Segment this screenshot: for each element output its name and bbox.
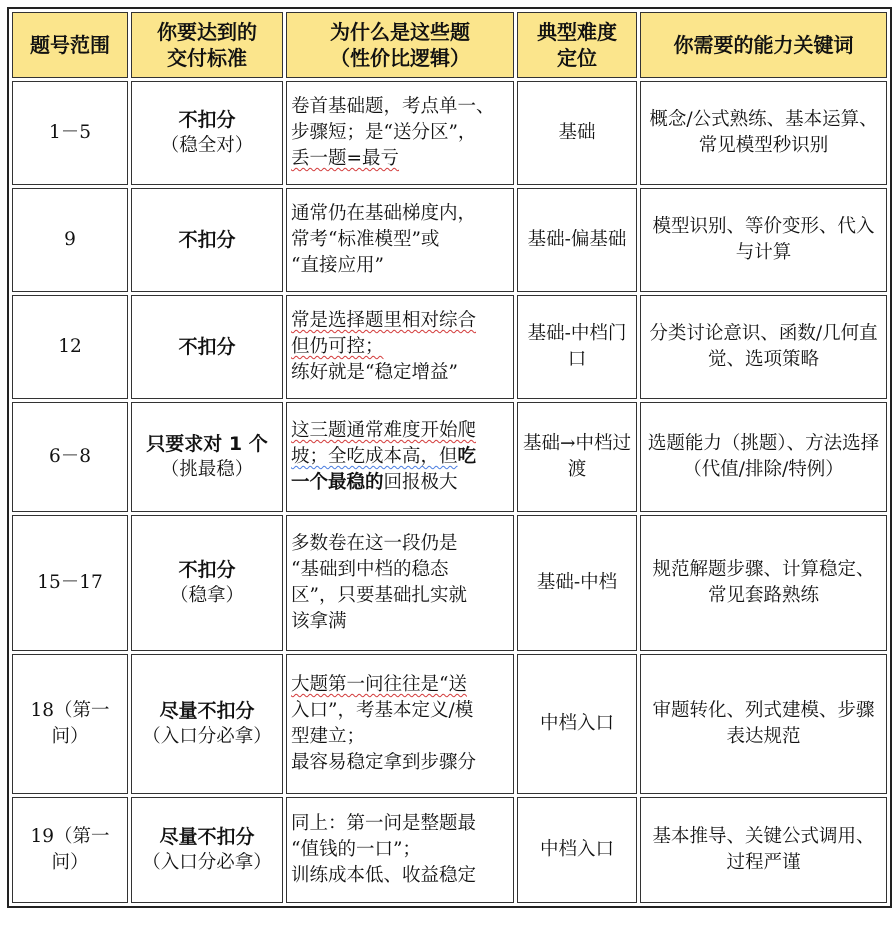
standard-main: 只要求对 1 个	[146, 433, 268, 455]
difficulty-cell: 基础-中档	[517, 515, 637, 651]
standard-cell	[131, 402, 283, 512]
why-cell: 通常仍在基础梯度内， 常考“标准模型”或 “直接应用”	[286, 188, 514, 292]
standard-main: 不扣分	[178, 229, 236, 251]
range-cell: 6－8	[12, 402, 128, 512]
skills-cell: 基本推导、关键公式调用、过程严谨	[640, 797, 887, 903]
skills-cell: 分类讨论意识、函数/几何直觉、选项策略	[640, 295, 887, 399]
table-row	[12, 295, 887, 399]
header-standard: 你要达到的 交付标准	[131, 12, 283, 78]
standard-main: 尽量不扣分	[159, 826, 255, 848]
standard-sub: （入口分必拿）	[142, 852, 272, 873]
header-why: 为什么是这些题 （性价比逻辑）	[286, 12, 514, 78]
table-row	[12, 81, 887, 185]
skills-cell: 规范解题步骤、计算稳定、常见套路熟练	[640, 515, 887, 651]
range-cell: 1－5	[12, 81, 128, 185]
standard-cell	[131, 81, 283, 185]
standard-sub: （挑最稳）	[160, 459, 254, 480]
header-difficulty: 典型难度 定位	[517, 12, 637, 78]
why-cell: 这三题通常难度开始爬 坡；全吃成本高，但吃 一个最稳的回报极大	[286, 402, 514, 512]
difficulty-cell: 基础-偏基础	[517, 188, 637, 292]
difficulty-cell: 基础→中档过渡	[517, 402, 637, 512]
header-row	[12, 12, 887, 78]
standard-cell	[131, 654, 283, 794]
header-skills: 你需要的能力关键词	[640, 12, 887, 78]
standard-main: 不扣分	[178, 336, 236, 358]
standard-main: 不扣分	[178, 109, 236, 131]
range-cell: 18（第一问）	[12, 654, 128, 794]
skills-cell: 概念/公式熟练、基本运算、常见模型秒识别	[640, 81, 887, 185]
header-range: 题号范围	[12, 12, 128, 78]
standard-sub: （稳拿）	[169, 585, 244, 606]
why-cell: 多数卷在这一段仍是 “基础到中档的稳态 区”，只要基础扎实就 该拿满	[286, 515, 514, 651]
why-cell: 大题第一问往往是“送 入口”，考基本定义/模 型建立； 最容易稳定拿到步骤分	[286, 654, 514, 794]
range-cell: 9	[12, 188, 128, 292]
difficulty-cell: 中档入口	[517, 654, 637, 794]
table-row	[12, 402, 887, 512]
skills-cell: 审题转化、列式建模、步骤表达规范	[640, 654, 887, 794]
difficulty-cell: 基础-中档门口	[517, 295, 637, 399]
table-row	[12, 654, 887, 794]
skills-cell: 模型识别、等价变形、代入与计算	[640, 188, 887, 292]
difficulty-cell: 中档入口	[517, 797, 637, 903]
standard-cell	[131, 295, 283, 399]
why-cell: 常是选择题里相对综合 但仍可控； 练好就是“稳定增益”	[286, 295, 514, 399]
table-row	[12, 797, 887, 903]
standard-main: 不扣分	[178, 559, 236, 581]
range-cell: 19（第一问）	[12, 797, 128, 903]
table-row	[12, 188, 887, 292]
table-row	[12, 515, 887, 651]
why-cell: 卷首基础题，考点单一、 步骤短；是“送分区”， 丢一题=最亏	[286, 81, 514, 185]
range-cell: 12	[12, 295, 128, 399]
standard-cell	[131, 188, 283, 292]
why-cell: 同上：第一问是整题最 “值钱的一口”； 训练成本低、收益稳定	[286, 797, 514, 903]
standard-cell	[131, 515, 283, 651]
difficulty-cell: 基础	[517, 81, 637, 185]
standard-main: 尽量不扣分	[159, 700, 255, 722]
standard-cell	[131, 797, 283, 903]
strategy-table	[7, 7, 892, 908]
standard-sub: （入口分必拿）	[142, 726, 272, 747]
range-cell: 15－17	[12, 515, 128, 651]
skills-cell: 选题能力（挑题）、方法选择（代值/排除/特例）	[640, 402, 887, 512]
standard-sub: （稳全对）	[160, 135, 254, 156]
